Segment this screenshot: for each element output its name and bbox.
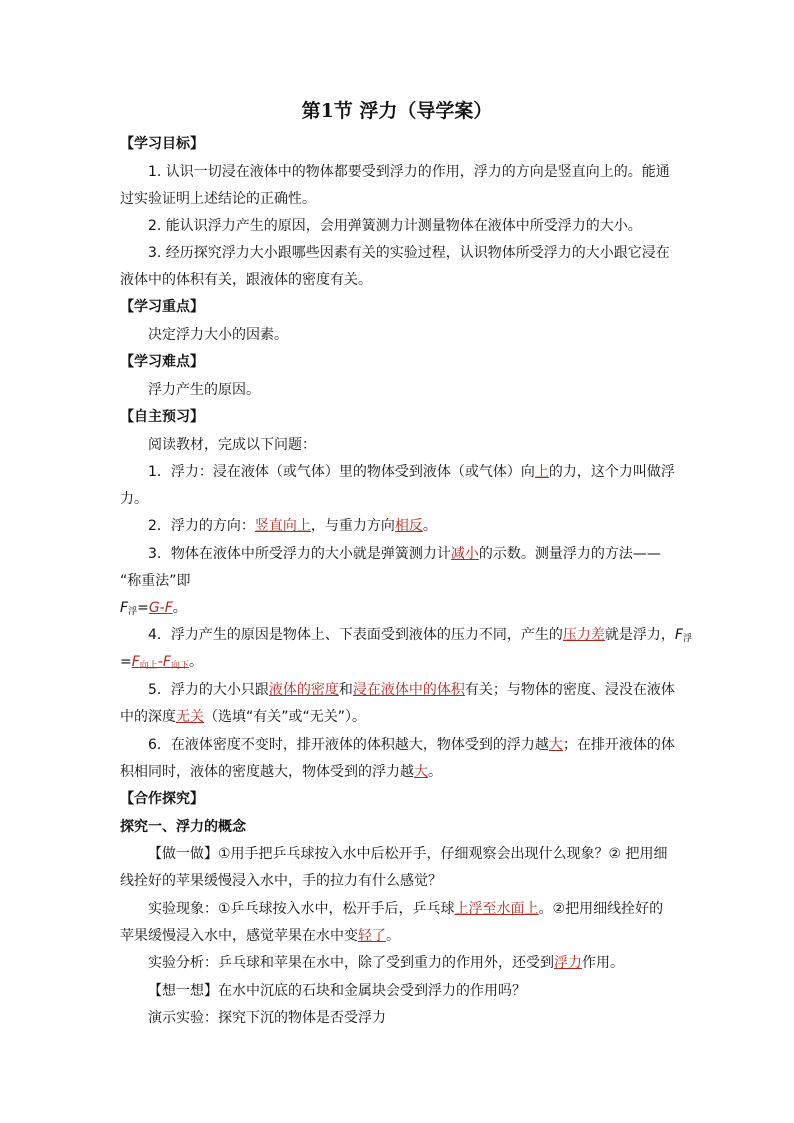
demo-experiment: 演示实验：探究下沉的物体是否受浮力 [148, 1010, 386, 1026]
heading-cooperative-inquiry: 【合作探究】 [120, 791, 204, 807]
q4-text-b: 就是浮力， [604, 627, 675, 643]
heading-self-study: 【自主预习】 [120, 409, 204, 425]
q3-text-a: 3．物体在液体中所受浮力的大小就是弹簧测力计 [148, 546, 451, 562]
question-6-line-2 [120, 762, 680, 782]
q4-minus: - [157, 654, 163, 670]
q4-f-up: F [131, 654, 140, 670]
heading-difficulties: 【学习难点】 [120, 354, 204, 370]
question-4-line-2 [120, 652, 680, 676]
ph-text-c: 苹果缓慢浸入水中，感觉苹果在水中变 [120, 928, 358, 944]
key-points-text: 决定浮力大小的因素。 [148, 327, 288, 343]
q1-answer: 上 [534, 464, 549, 480]
q5-answer-2: 浸在液体中的体积 [352, 682, 465, 698]
an-text-b: 作用。 [582, 955, 624, 971]
q6-text-d: 。 [428, 764, 442, 780]
q3-symbol-f: F [120, 600, 129, 616]
try-it-line-2: 线拴好的苹果缓慢浸入水中，手的拉力有什么感觉？ [120, 873, 442, 889]
question-1-line-1 [148, 462, 680, 482]
q3-answer: 减小 [450, 546, 479, 562]
q3-text-b: 的示数。测量浮力的方法—— [478, 546, 661, 562]
ph-answer-2: 轻了 [358, 928, 386, 944]
q4-answer: 压力差 [562, 627, 605, 643]
analysis-line [148, 953, 680, 973]
self-study-intro: 阅读教材，完成以下问题： [148, 437, 316, 453]
question-3-line-3 [120, 598, 680, 622]
q4-symbol-sub: 浮 [682, 634, 692, 644]
q4-text-a: 4．浮力产生的原因是物体上、下表面受到液体的压力不同，产生的 [148, 627, 563, 643]
q1-text-a: 1．浮力：浸在液体（或气体）里的物体受到液体（或气体）向 [148, 464, 535, 480]
q5-answer-3: 无关 [176, 709, 204, 725]
difficulties-text: 浮力产生的原因。 [148, 382, 260, 398]
question-5-line-2 [120, 707, 680, 727]
q4-symbol-f: F [674, 627, 683, 643]
page-title: 第1节 浮力（导学案） [301, 100, 493, 122]
ph-text-d: 。 [386, 928, 400, 944]
q6-text-c: 积相同时，液体的密度越大，物体受到的浮力越 [120, 764, 414, 780]
q6-answer-1: 大 [548, 737, 563, 753]
q3-symbol-sub: 浮 [128, 607, 138, 617]
an-text-a: 实验分析：乒乓球和苹果在水中，除了受到重力的作用外，还受到 [148, 955, 554, 971]
q2-text-a: 2．浮力的方向： [148, 518, 255, 534]
q5-text-a: 5．浮力的大小只跟 [148, 682, 269, 698]
q4-sub-up: 向上 [139, 661, 158, 671]
ph-text-b: 。②把用细线拴好的 [538, 901, 664, 917]
inquiry-1-title: 探究一、浮力的概念 [120, 819, 246, 835]
q3-end: 。 [172, 600, 187, 616]
q4-f-down: F [162, 654, 171, 670]
think-question: 【想一想】在水中沉底的石块和金属块会受到浮力的作用吗？ [148, 983, 526, 999]
q5-text-e: （选填“有关”或“无关”）。 [204, 709, 367, 725]
q2-answer-2: 相反 [394, 518, 423, 534]
q2-text-b: ，与重力方向 [310, 518, 395, 534]
q4-equals: = [120, 654, 132, 670]
goal-1-line-2: 过实验证明上述结论的正确性。 [120, 191, 316, 207]
q6-text-b: ；在排开液体的体 [562, 737, 675, 753]
q5-text-d: 中的深度 [120, 709, 176, 725]
q1-text-b: 的力，这个力叫做浮 [548, 464, 675, 480]
q6-answer-2: 大 [414, 764, 428, 780]
question-6-line-1 [148, 735, 680, 755]
q5-answer-1: 液体的密度 [268, 682, 339, 698]
goal-2: 2. 能认识浮力产生的原因，会用弹簧测力计测量物体在液体中所受浮力的大小。 [148, 218, 642, 234]
goal-3-line-1: 3. 经历探究浮力大小跟哪些因素有关的实验过程，认识物体所受浮力的大小跟它浸在 [148, 245, 670, 261]
try-it-line-1: 【做一做】①用手把乒乓球按入水中后松开手，仔细观察会出现什么现象？② 把用细 [148, 846, 668, 862]
goal-3-line-2: 液体中的体积有关，跟液体的密度有关。 [120, 272, 372, 288]
question-5-line-1 [148, 680, 680, 700]
ph-text-a: 实验现象：①乒乓球按入水中，松开手后，乒乓球 [148, 901, 455, 917]
phenomenon-line-2 [120, 926, 680, 946]
q3-formula-answer: G-F [148, 600, 173, 616]
heading-key-points: 【学习重点】 [120, 299, 204, 315]
q4-end: 。 [188, 654, 203, 670]
goal-1-line-1: 1. 认识一切浸在液体中的物体都要受到浮力的作用，浮力的方向是竖直向上的。能通 [148, 164, 670, 180]
q6-text-a: 6．在液体密度不变时，排开液体的体积越大，物体受到的浮力越 [148, 737, 549, 753]
q5-text-c: 有关；与物体的密度、浸没在液体 [464, 682, 675, 698]
heading-learning-goals: 【学习目标】 [120, 136, 204, 152]
q2-answer-1: 竖直向上 [254, 518, 311, 534]
question-4-line-1 [148, 625, 692, 649]
question-3-line-2: “称重法”即 [120, 573, 191, 589]
question-2 [148, 516, 680, 536]
q3-equals: = [137, 600, 149, 616]
question-1-line-2: 力。 [120, 491, 148, 507]
q2-text-c: 。 [422, 518, 437, 534]
phenomenon-line-1 [148, 899, 680, 919]
q5-text-b: 和 [338, 682, 353, 698]
an-answer: 浮力 [554, 955, 582, 971]
q4-sub-down: 向下 [170, 661, 189, 671]
question-3-line-1 [148, 544, 680, 564]
ph-answer-1: 上浮至水面上 [454, 901, 539, 917]
